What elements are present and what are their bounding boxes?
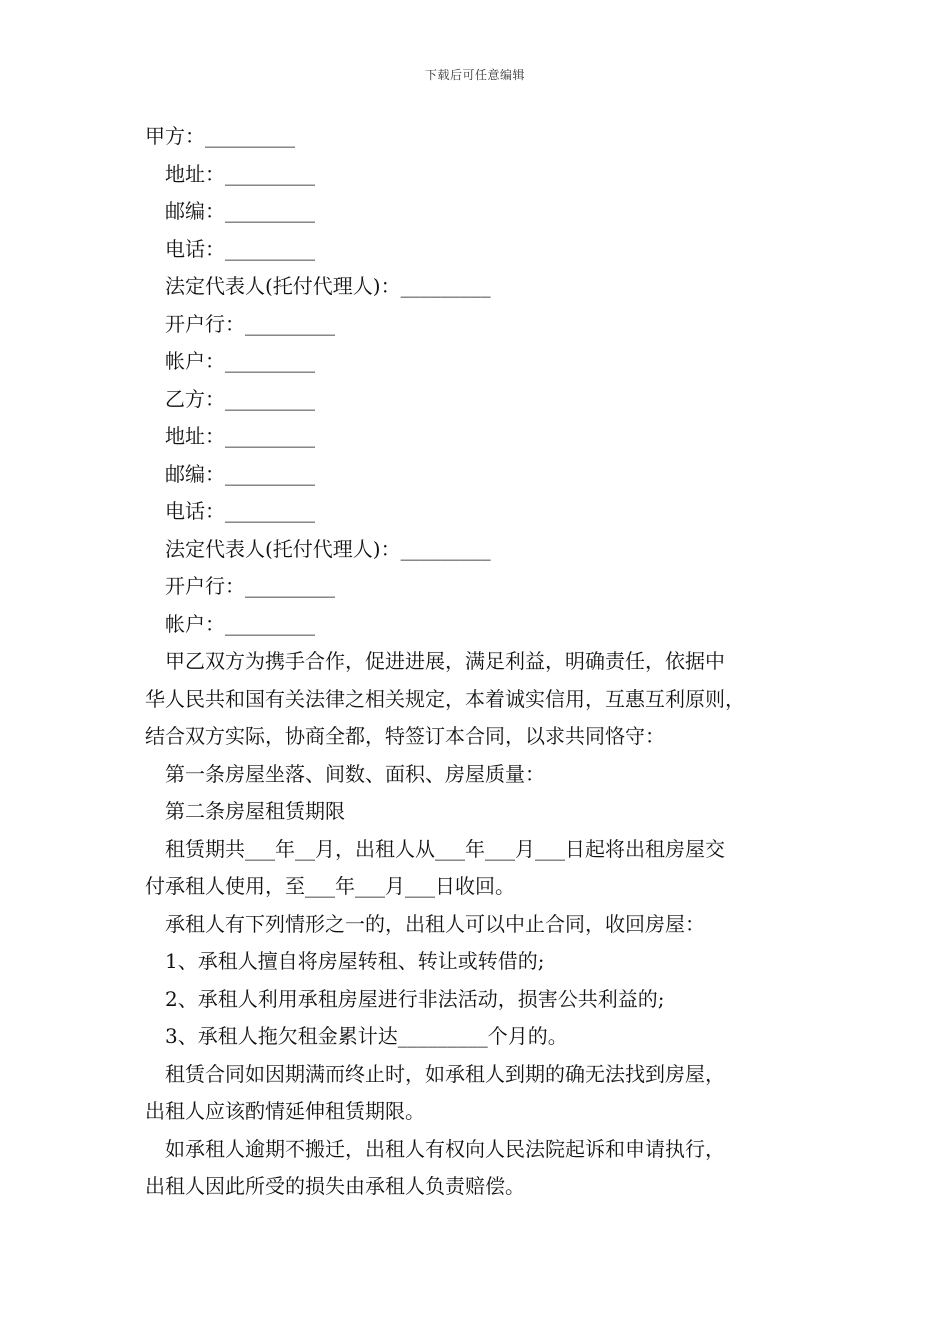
party-b-representative: 法定代表人(托付代理人)：_________ [165,536,491,561]
intro-line-3: 结合双方实际，协商全都，特签订本合同，以求共同恪守： [145,724,665,748]
condition-item-3: 3、承租人拖欠租金累计达_________个月的。 [165,1024,568,1048]
party-a-address: 地址：_________ [165,161,315,186]
party-b-address: 地址：_________ [165,424,315,448]
article-2-heading: 第二条房屋租赁期限 [165,799,345,823]
party-b-title: 乙方：_________ [165,386,315,411]
party-a-title: 甲方：_________ [145,124,295,148]
party-a-representative: 法定代表人(托付代理人)：_________ [165,274,491,298]
party-b-postcode: 邮编：_________ [165,461,315,486]
intro-line-2: 华人民共和国有关法律之相关规定，本着诚实信用，互惠互利原则， [145,686,745,711]
overdue-line-2: 出租人因此所受的损失由承租人负责赔偿。 [145,1174,525,1198]
extension-line-2: 出租人应该酌情延伸租赁期限。 [145,1099,425,1123]
party-a-phone: 电话：_________ [165,236,315,261]
party-a-postcode: 邮编：_________ [165,199,315,223]
intro-line-1: 甲乙双方为携手合作，促进进展，满足利益，明确责任，依据中 [165,649,725,673]
party-a-bank: 开户行：_________ [165,311,335,336]
page-header: 下载后可任意编辑 [424,68,525,82]
term-line-1: 租赁期共___年__月，出租人从___年___月___日起将出租房屋交 [165,836,725,861]
condition-item-1: 1、承租人擅自将房屋转租、转让或转借的; [165,949,545,973]
termination-intro: 承租人有下列情形之一的，出租人可以中止合同，收回房屋： [165,911,705,936]
contract-body [145,118,825,1206]
article-1-heading: 第一条房屋坐落、间数、面积、房屋质量： [165,761,545,786]
party-b-account: 帐户：_________ [165,611,315,636]
party-b-bank: 开户行：_________ [165,574,335,598]
party-a-account: 帐户：_________ [165,349,315,373]
overdue-line-1: 如承租人逾期不搬迁，出租人有权向人民法院起诉和申请执行， [165,1136,725,1161]
condition-item-2: 2、承租人利用承租房屋进行非法活动，损害公共利益的; [165,986,665,1011]
term-line-2: 付承租人使用，至___年___月___日收回。 [145,874,515,898]
party-b-phone: 电话：_________ [165,499,315,523]
extension-line-1: 租赁合同如因期满而终止时，如承租人到期的确无法找到房屋， [165,1061,725,1086]
